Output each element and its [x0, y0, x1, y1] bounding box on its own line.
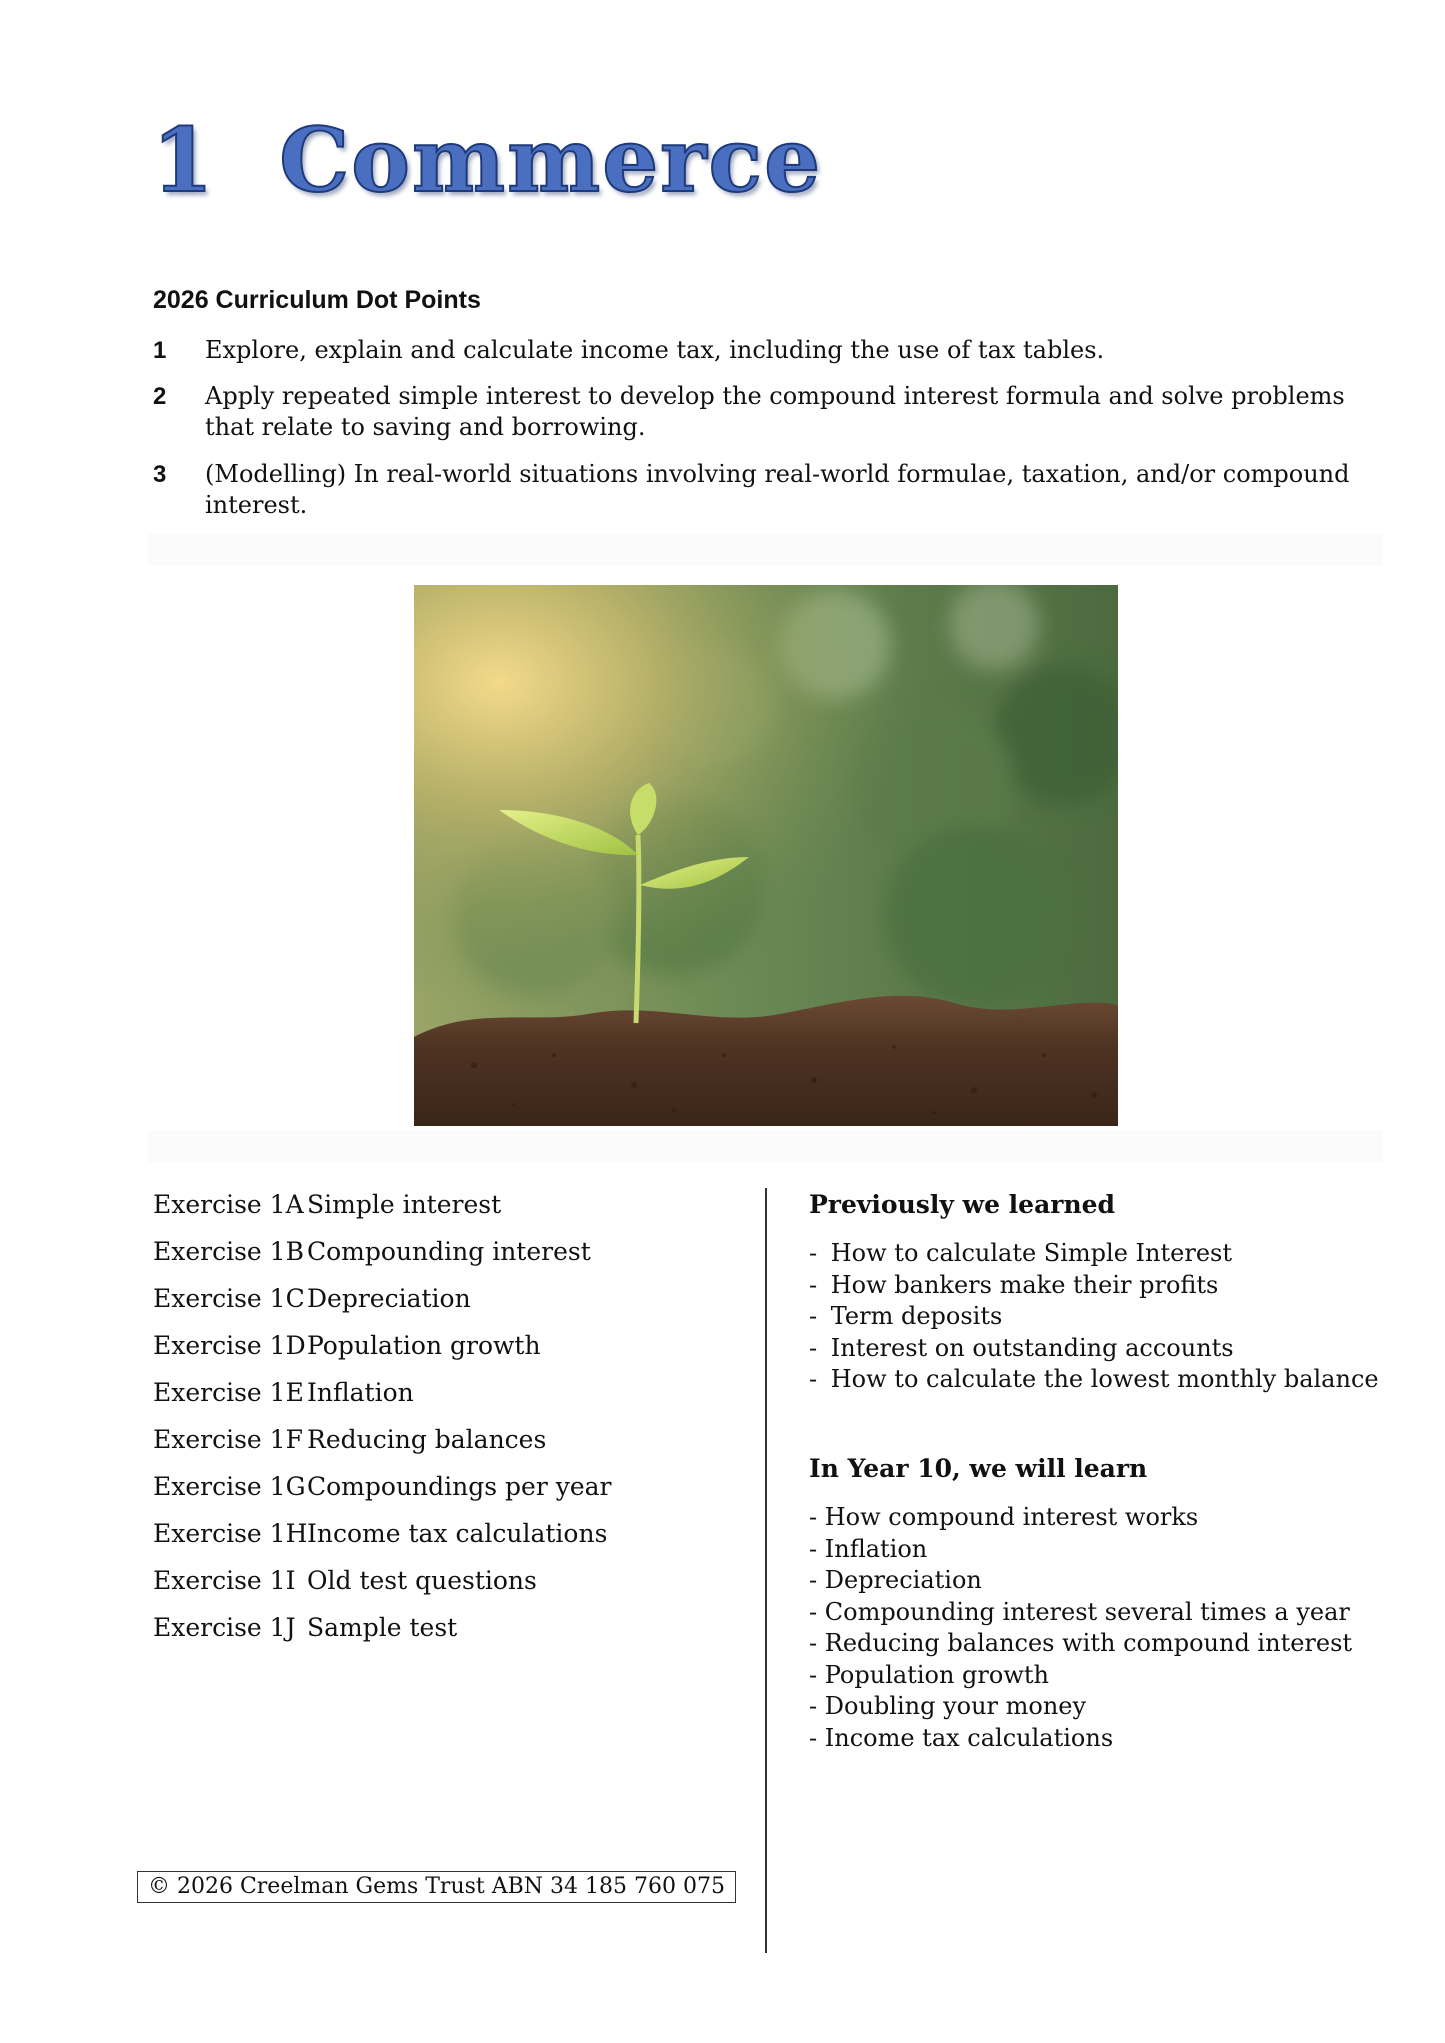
curriculum-heading: 2026 Curriculum Dot Points — [153, 286, 481, 314]
exercise-title: Simple interest — [307, 1190, 502, 1219]
list-item: - Compounding interest several times a year — [809, 1597, 1352, 1629]
exercise-row — [153, 1613, 713, 1660]
point-number: 1 — [153, 337, 167, 364]
point-number: 3 — [153, 461, 167, 488]
previously-list — [809, 1238, 1379, 1396]
exercise-list — [153, 1190, 713, 1660]
year10-list — [809, 1502, 1352, 1754]
seedling-photo — [414, 585, 1118, 1126]
list-item: - Inflation — [809, 1534, 1352, 1566]
exercise-code: Exercise 1E — [153, 1378, 304, 1407]
list-item: - How to calculate Simple Interest — [809, 1238, 1379, 1270]
exercise-row — [153, 1566, 713, 1613]
list-item: - Term deposits — [809, 1301, 1379, 1333]
list-item: - Reducing balances with compound interest — [809, 1628, 1352, 1660]
exercise-title: Inflation — [307, 1378, 414, 1407]
exercise-code: Exercise 1D — [153, 1331, 306, 1360]
exercise-code: Exercise 1H — [153, 1519, 308, 1548]
list-item: - How bankers make their profits — [809, 1270, 1379, 1302]
year10-heading: In Year 10, we will learn — [809, 1454, 1148, 1483]
exercise-code: Exercise 1I — [153, 1566, 296, 1595]
list-item: - Depreciation — [809, 1565, 1352, 1597]
list-item: - Interest on outstanding accounts — [809, 1333, 1379, 1365]
exercise-code: Exercise 1C — [153, 1284, 305, 1313]
copyright-notice: © 2026 Creelman Gems Trust ABN 34 185 760 075 — [137, 1871, 736, 1903]
chapter-title — [152, 108, 822, 212]
exercise-title: Income tax calculations — [307, 1519, 608, 1548]
list-item: - How compound interest works — [809, 1502, 1352, 1534]
column-divider — [765, 1188, 767, 1953]
exercise-code: Exercise 1F — [153, 1425, 303, 1454]
point-number: 2 — [153, 383, 167, 410]
shaded-band — [148, 534, 1383, 566]
chapter-number: 1 — [152, 108, 216, 212]
exercise-title: Depreciation — [307, 1284, 471, 1313]
exercise-title: Compoundings per year — [307, 1472, 612, 1501]
exercise-row — [153, 1425, 713, 1472]
exercise-code: Exercise 1A — [153, 1190, 304, 1219]
exercise-code: Exercise 1B — [153, 1237, 304, 1266]
exercise-row — [153, 1378, 713, 1425]
list-item: - How to calculate the lowest monthly balance — [809, 1364, 1379, 1396]
chapter-name: Commerce — [279, 108, 823, 212]
exercise-title: Sample test — [307, 1613, 458, 1642]
list-item: - Income tax calculations — [809, 1723, 1352, 1755]
shaded-band — [148, 1130, 1383, 1162]
exercise-row — [153, 1331, 713, 1378]
exercise-row — [153, 1237, 713, 1284]
exercise-title: Reducing balances — [307, 1425, 547, 1454]
list-item: - Doubling your money — [809, 1691, 1352, 1723]
exercise-row — [153, 1472, 713, 1519]
exercise-title: Old test questions — [307, 1566, 537, 1595]
point-text: Apply repeated simple interest to develop the compound interest formula and solve problems that relate to saving and borrowing. — [205, 382, 1345, 441]
exercise-row — [153, 1190, 713, 1237]
exercise-code: Exercise 1J — [153, 1613, 296, 1642]
exercise-row — [153, 1519, 713, 1566]
previously-heading: Previously we learned — [809, 1190, 1116, 1219]
exercise-code: Exercise 1G — [153, 1472, 306, 1501]
exercise-row — [153, 1284, 713, 1331]
exercise-title: Population growth — [307, 1331, 541, 1360]
point-text: Explore, explain and calculate income tax, including the use of tax tables. — [205, 336, 1105, 364]
exercise-title: Compounding interest — [307, 1237, 591, 1266]
list-item: - Population growth — [809, 1660, 1352, 1692]
point-text: (Modelling) In real-world situations involving real-world formulae, taxation, and/or compound interest. — [205, 460, 1350, 519]
